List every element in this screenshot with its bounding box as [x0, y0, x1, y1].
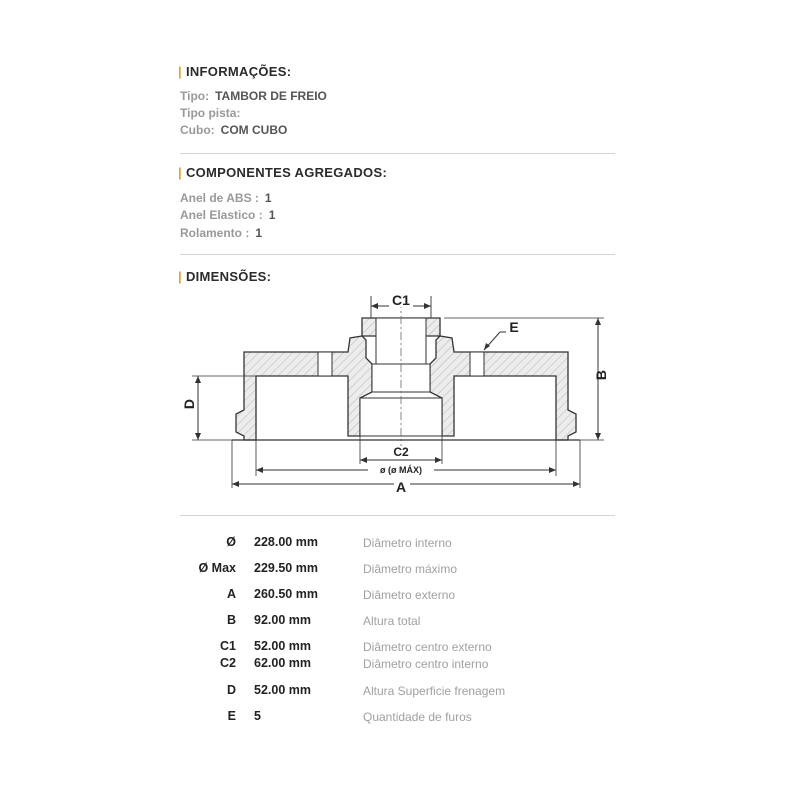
dim-arrow	[435, 457, 442, 463]
spec-value: 229.50 mm	[254, 561, 318, 575]
component-value: 1	[264, 191, 272, 205]
info-label: Cubo:	[180, 123, 215, 137]
spec-desc: Altura total	[363, 614, 421, 628]
componentes-title: COMPONENTES AGREGADOS:	[185, 165, 388, 180]
spec-desc: Diâmetro centro externo	[363, 640, 492, 654]
dim-arrow	[360, 457, 367, 463]
dim-arrow	[195, 433, 201, 440]
dim-arrow	[595, 318, 601, 325]
spec-desc: Diâmetro centro interno	[363, 657, 489, 671]
dim-label-d: D	[181, 398, 197, 410]
bolt-hole-left	[318, 352, 332, 376]
spec-value: 228.00 mm	[254, 535, 318, 549]
dim-label-b: B	[593, 369, 609, 381]
spec-key: B	[226, 613, 236, 627]
dimensoes-title: DIMENSÕES:	[185, 269, 272, 284]
spec-value: 92.00 mm	[254, 613, 311, 627]
dim-label-a: A	[395, 479, 407, 495]
spec-value: 5	[254, 709, 261, 723]
section-accent-bar: |	[178, 165, 182, 180]
spec-value: 260.50 mm	[254, 587, 318, 601]
info-label: Tipo:	[180, 89, 210, 103]
spec-value: 52.00 mm	[254, 683, 311, 697]
component-value: 1	[268, 208, 276, 222]
dim-arrow	[371, 303, 378, 309]
spec-key: Ø	[226, 535, 236, 549]
spec-desc: Quantidade de furos	[363, 710, 472, 724]
info-value: TAMBOR DE FREIO	[215, 89, 327, 103]
spec-key: Ø Max	[198, 561, 236, 575]
spec-value: 52.00 mm	[254, 639, 311, 653]
section-accent-bar: |	[178, 269, 182, 284]
dim-arrow	[573, 481, 580, 487]
spec-desc: Diâmetro interno	[363, 536, 452, 550]
dim-arrow	[232, 481, 239, 487]
bolt-hole-right	[470, 352, 484, 376]
dim-arrow	[195, 376, 201, 383]
component-label: Anel Elastico :	[180, 208, 263, 222]
section-accent-bar: |	[178, 64, 182, 79]
component-label: Anel de ABS :	[180, 191, 259, 205]
dim-arrow	[256, 467, 263, 473]
hub-bore-upper	[376, 318, 426, 364]
dim-arrow	[424, 303, 431, 309]
spec-key: A	[226, 587, 236, 601]
spec-desc: Diâmetro externo	[363, 588, 456, 602]
spec-key: E	[227, 709, 236, 723]
spec-key: C1	[220, 639, 236, 653]
dim-label-phi: ø (ø MÁX)	[380, 465, 422, 475]
info-value: COM CUBO	[220, 123, 288, 137]
spec-key: C2	[220, 656, 236, 670]
section-divider	[180, 515, 615, 516]
informacoes-title: INFORMAÇÕES:	[185, 64, 292, 79]
info-label: Tipo pista:	[180, 106, 241, 120]
component-value: 1	[255, 226, 263, 240]
dim-label-c1: C1	[392, 292, 410, 308]
dim-arrow	[549, 467, 556, 473]
spec-desc: Altura Superficie frenagem	[363, 684, 506, 698]
dim-label-c2: C2	[393, 445, 409, 459]
spec-value: 62.00 mm	[254, 656, 311, 670]
dim-label-e: E	[509, 319, 519, 335]
dim-arrow	[595, 433, 601, 440]
spec-desc: Diâmetro máximo	[363, 562, 458, 576]
component-label: Rolamento :	[180, 226, 250, 240]
spec-key: D	[226, 683, 236, 697]
